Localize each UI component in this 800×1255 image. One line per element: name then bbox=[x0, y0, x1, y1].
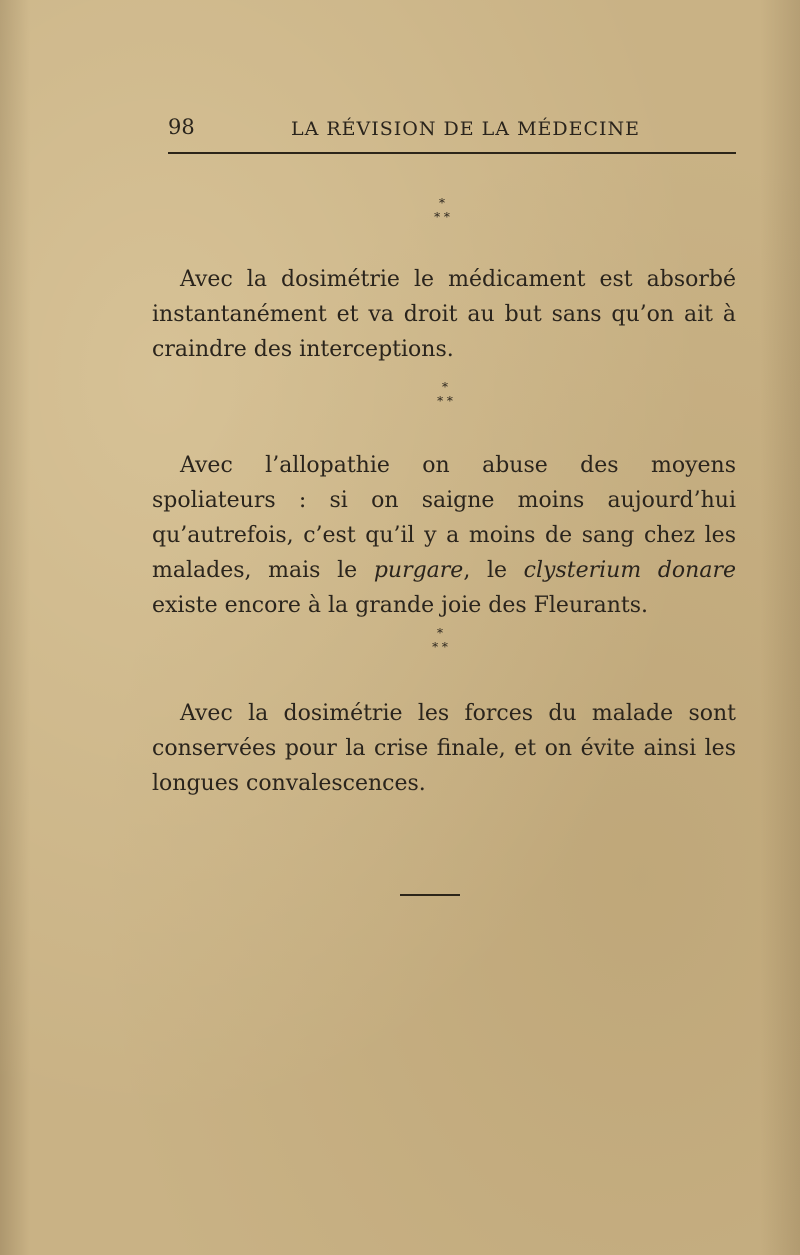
asterism-separator: * * * bbox=[434, 196, 450, 224]
paragraph-1-text: Avec la dosimétrie le médicament est absorbé instantanément et va droit au but sans qu’on ait à craindre des interceptions. bbox=[152, 267, 736, 362]
italic-purgare: purgare bbox=[373, 558, 464, 583]
asterism-separator: * * * bbox=[432, 626, 448, 654]
paragraph-1 bbox=[152, 262, 736, 367]
header-rule bbox=[168, 152, 736, 154]
paragraph-3 bbox=[152, 696, 736, 801]
running-head bbox=[168, 112, 736, 148]
italic-clysterium-donare: clysterium donare bbox=[523, 558, 736, 583]
paragraph-3-text: Avec la dosimétrie les forces du malade sont conservées pour la crise finale, et on évite ainsi les longues convalescences. bbox=[152, 701, 736, 796]
end-rule bbox=[400, 894, 460, 896]
asterism-separator: * * * bbox=[437, 380, 453, 408]
paragraph-2-text: Avec l’allopathie on abuse des moyens spoliateurs : si on saigne moins aujourd’hui qu’autrefois, c’est qu’il y a moins de sang chez les malades, mais le purgare, le clysterium donare existe encore à la grande joie des Fleurants. bbox=[152, 453, 736, 618]
page-number: 98 bbox=[168, 115, 195, 139]
running-title: LA RÉVISION DE LA MÉDECINE bbox=[291, 118, 641, 140]
paragraph-2 bbox=[152, 448, 736, 623]
